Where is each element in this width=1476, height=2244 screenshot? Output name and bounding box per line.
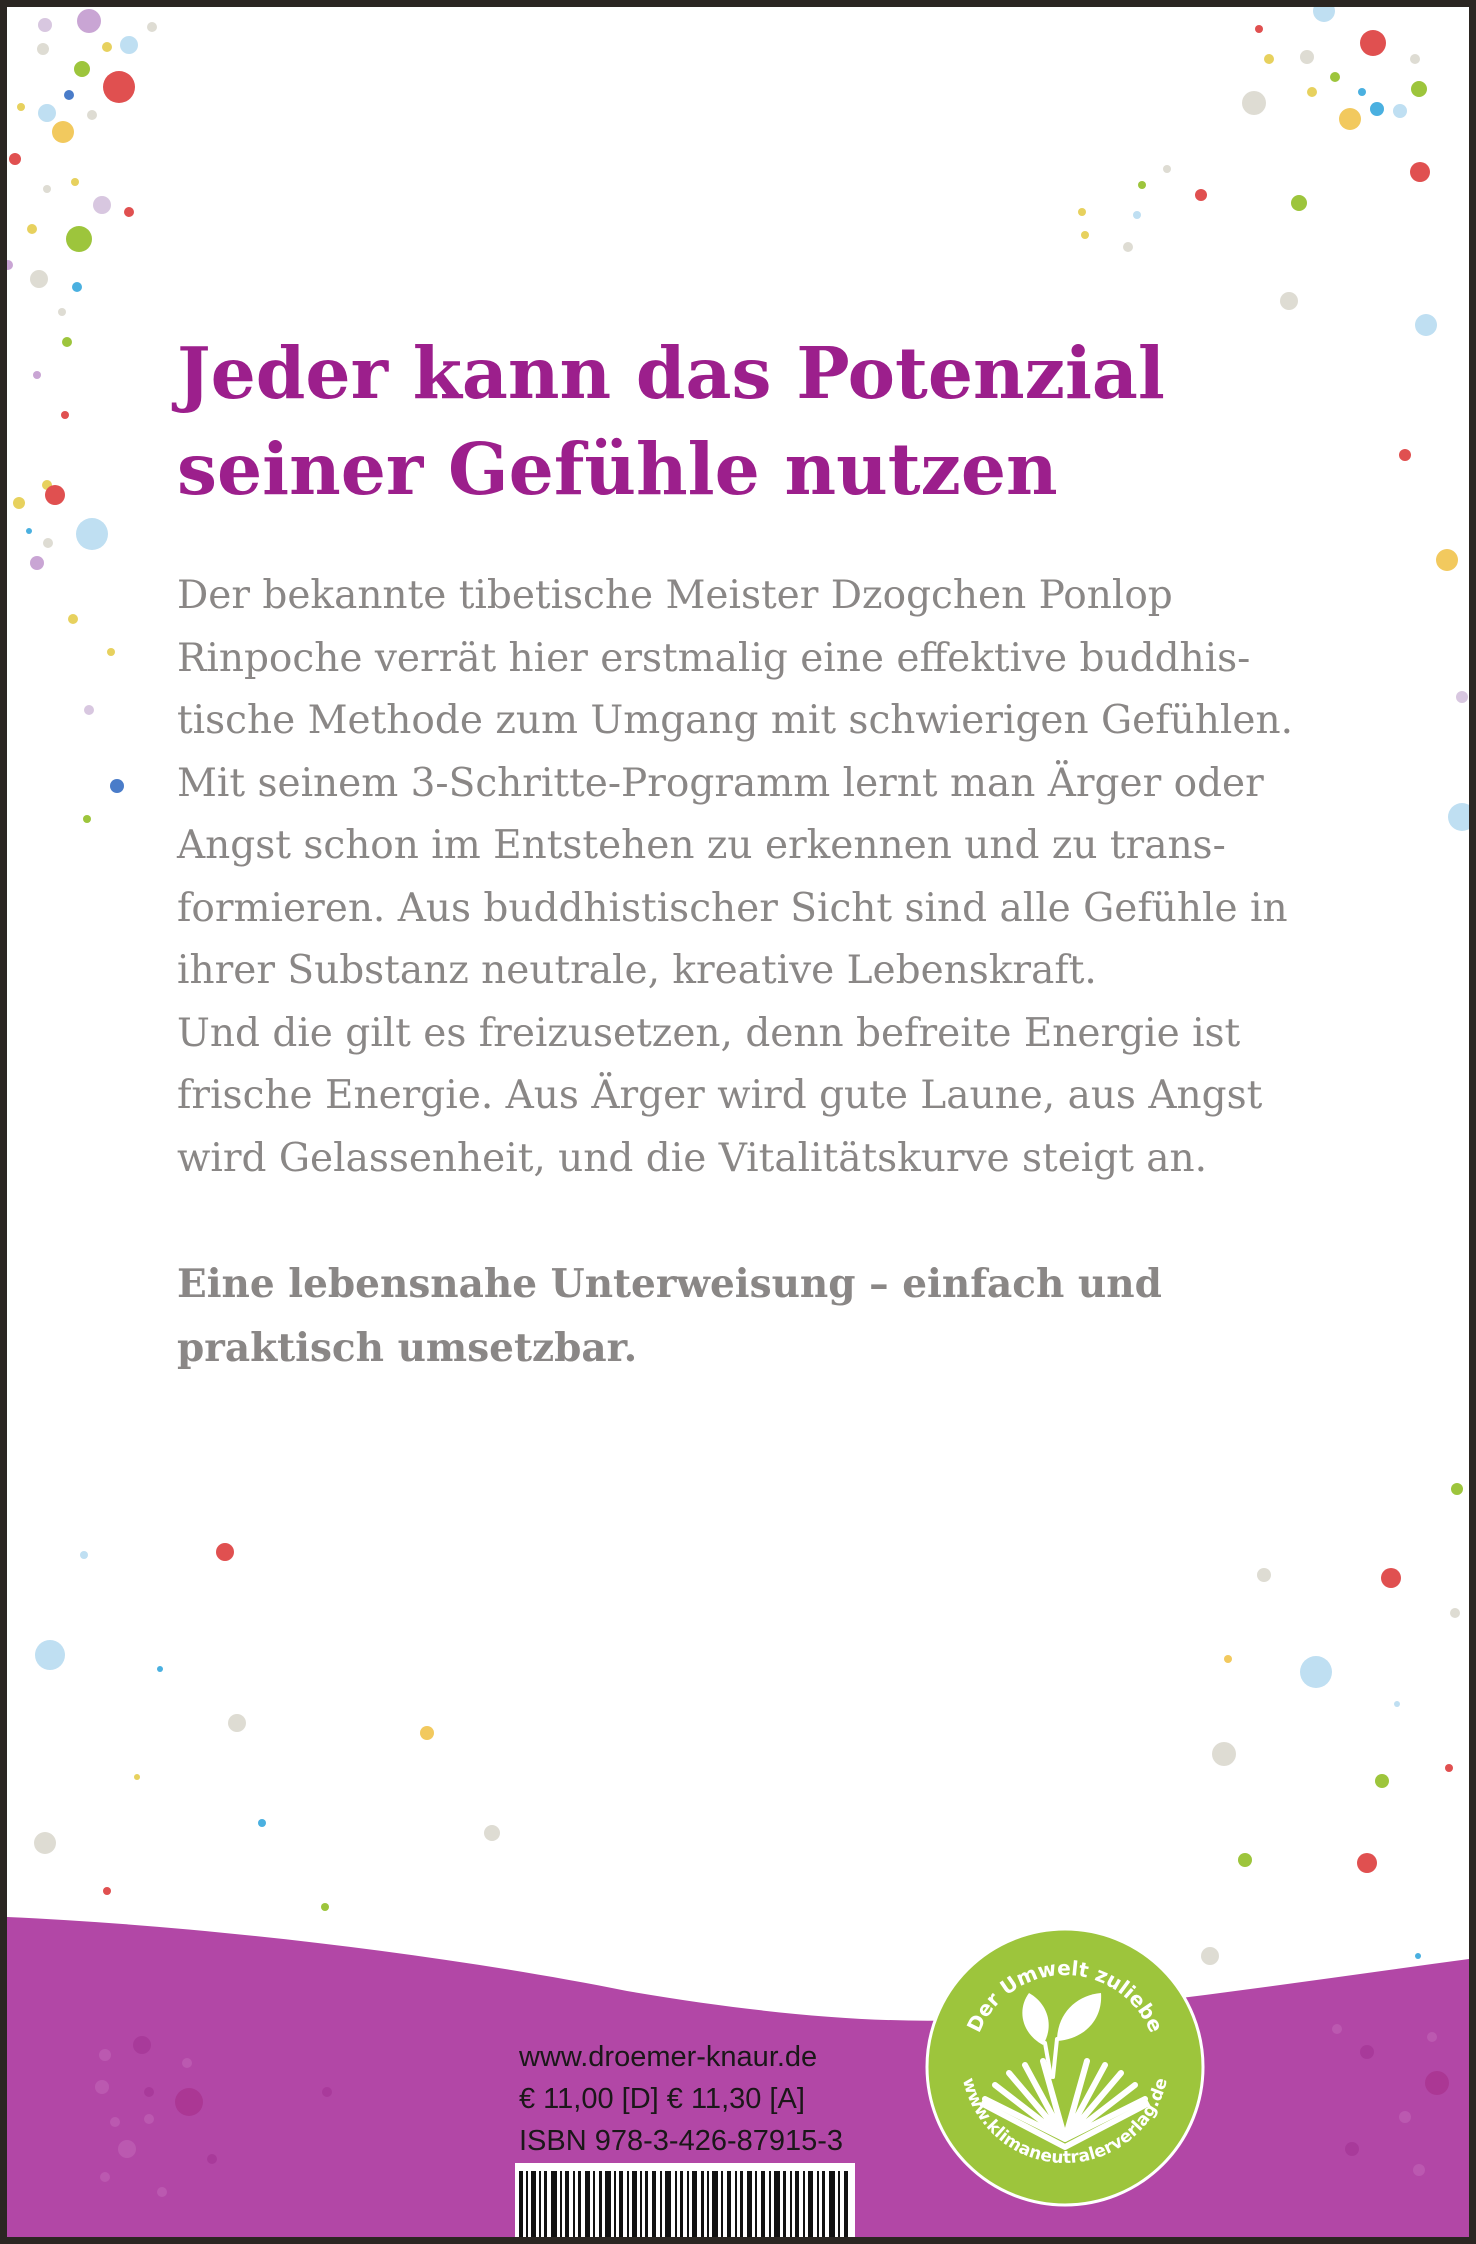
blurb-line: Angst schon im Entstehen zu erkennen und zu trans- — [177, 823, 1226, 868]
blurb-line: Rinpoche verrät hier erstmalig eine effektive buddhis- — [177, 635, 1251, 681]
isbn: ISBN 978-3-426-87915-3 — [519, 2125, 844, 2157]
blurb-line: wird Gelassenheit, und die Vitalitätskurve steigt an. — [177, 1135, 1208, 1181]
barcode — [515, 2163, 855, 2237]
badge-bottom-text: www.klimaneutralerverlag.de — [957, 2075, 1172, 2169]
headline-line-1: Jeder kann das Potenzial — [177, 331, 1165, 415]
blurb-line: tische Methode zum Umgang mit schwierigen Gefühlen. — [177, 698, 1293, 743]
price-info: € 11,00 [D] € 11,30 [A] — [519, 2083, 805, 2115]
tagline-line-1: Eine lebensnahe Unterweisung – einfach und — [177, 1261, 1162, 1307]
blurb-paragraph — [177, 565, 1297, 1190]
blurb-line: Der bekannte tibetische Meister Dzogchen Ponlop — [177, 573, 1173, 618]
blurb-line: Mit seinem 3-Schritte-Programm lernt man Ärger oder — [177, 760, 1264, 806]
publisher-info — [519, 2036, 879, 2162]
headline-line-2: seiner Gefühle nutzen — [177, 427, 1058, 511]
headline — [177, 325, 1327, 517]
tagline-line-2: praktisch umsetzbar. — [177, 1325, 638, 1371]
book-back-cover — [7, 7, 1469, 2237]
blurb-line: ihrer Substanz neutrale, kreative Lebenskraft. — [177, 948, 1097, 993]
barcode-bars — [515, 2163, 855, 2237]
blurb-line: formieren. Aus buddhistischer Sicht sind alle Gefühle in — [177, 885, 1288, 931]
publisher-website: www.droemer-knaur.de — [519, 2041, 818, 2073]
blurb-line: Und die gilt es freizusetzen, denn befreite Energie ist — [177, 1010, 1241, 1056]
climate-neutral-badge — [925, 1927, 1205, 2207]
badge-top-text: Der Umwelt zuliebe — [961, 1955, 1169, 2036]
tagline — [177, 1252, 1277, 1380]
blurb-line: frische Energie. Aus Ärger wird gute Laune, aus Angst — [177, 1073, 1263, 1118]
